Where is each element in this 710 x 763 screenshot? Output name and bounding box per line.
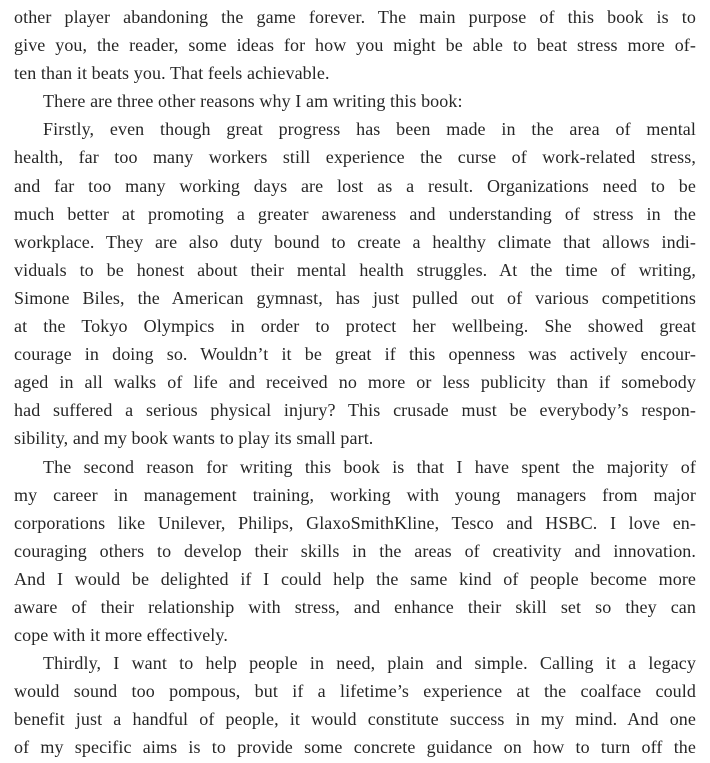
text-line: at the Tokyo Olympics in order to protect her wellbeing. She showed great bbox=[14, 316, 696, 337]
text-line: health, far too many workers still experience the curse of work-related stress, bbox=[14, 147, 696, 168]
text-line: had suffered a serious physical injury? This crusade must be everybody’s respon- bbox=[14, 400, 696, 421]
text-line: The second reason for writing this book is that I have spent the majority of bbox=[43, 456, 696, 477]
text-line: sibility, and my book wants to play its small part. bbox=[14, 428, 374, 449]
text-line: ten than it beats you. That feels achievable. bbox=[14, 63, 330, 84]
text-line: courage in doing so. Wouldn’t it be great if this openness was actively encour- bbox=[14, 344, 696, 365]
text-line: corporations like Unilever, Philips, GlaxoSmithKline, Tesco and HSBC. I love en- bbox=[14, 512, 696, 533]
text-line: Thirdly, I want to help people in need, plain and simple. Calling it a legacy bbox=[43, 653, 696, 674]
text-line: Simone Biles, the American gymnast, has just pulled out of various competitions bbox=[14, 287, 696, 308]
text-line: There are three other reasons why I am writing this book: bbox=[43, 91, 463, 112]
text-line: couraging others to develop their skills in the areas of creativity and innovation. bbox=[14, 540, 696, 561]
text-line: aged in all walks of life and received no more or less publicity than if somebody bbox=[14, 372, 696, 393]
text-line: workplace. They are also duty bound to create a healthy climate that allows indi- bbox=[14, 231, 696, 252]
text-line: my career in management training, working with young managers from major bbox=[14, 484, 696, 505]
text-line: much better at promoting a greater awareness and understanding of stress in the bbox=[14, 203, 696, 224]
text-line: would sound too pompous, but if a lifetime’s experience at the coalface could bbox=[14, 681, 696, 702]
text-line: other player abandoning the game forever. The main purpose of this book is to bbox=[14, 7, 696, 27]
text-line: Firstly, even though great progress has been made in the area of mental bbox=[43, 119, 696, 140]
text-line: benefit just a handful of people, it would constitute success in my mind. And one bbox=[14, 709, 696, 730]
text-line: of my specific aims is to provide some concrete guidance on how to turn off the bbox=[14, 737, 696, 758]
text-line: cope with it more effectively. bbox=[14, 625, 228, 646]
text-line: And I would be delighted if I could help the same kind of people become more bbox=[14, 568, 696, 589]
text-line: aware of their relationship with stress, and enhance their skill set so they can bbox=[14, 596, 696, 617]
text-line: viduals to be honest about their mental health struggles. At the time of writing, bbox=[14, 259, 696, 280]
text-line: and far too many working days are lost as a result. Organizations need to be bbox=[14, 175, 696, 196]
text-line: give you, the reader, some ideas for how you might be able to beat stress more of- bbox=[14, 35, 696, 56]
